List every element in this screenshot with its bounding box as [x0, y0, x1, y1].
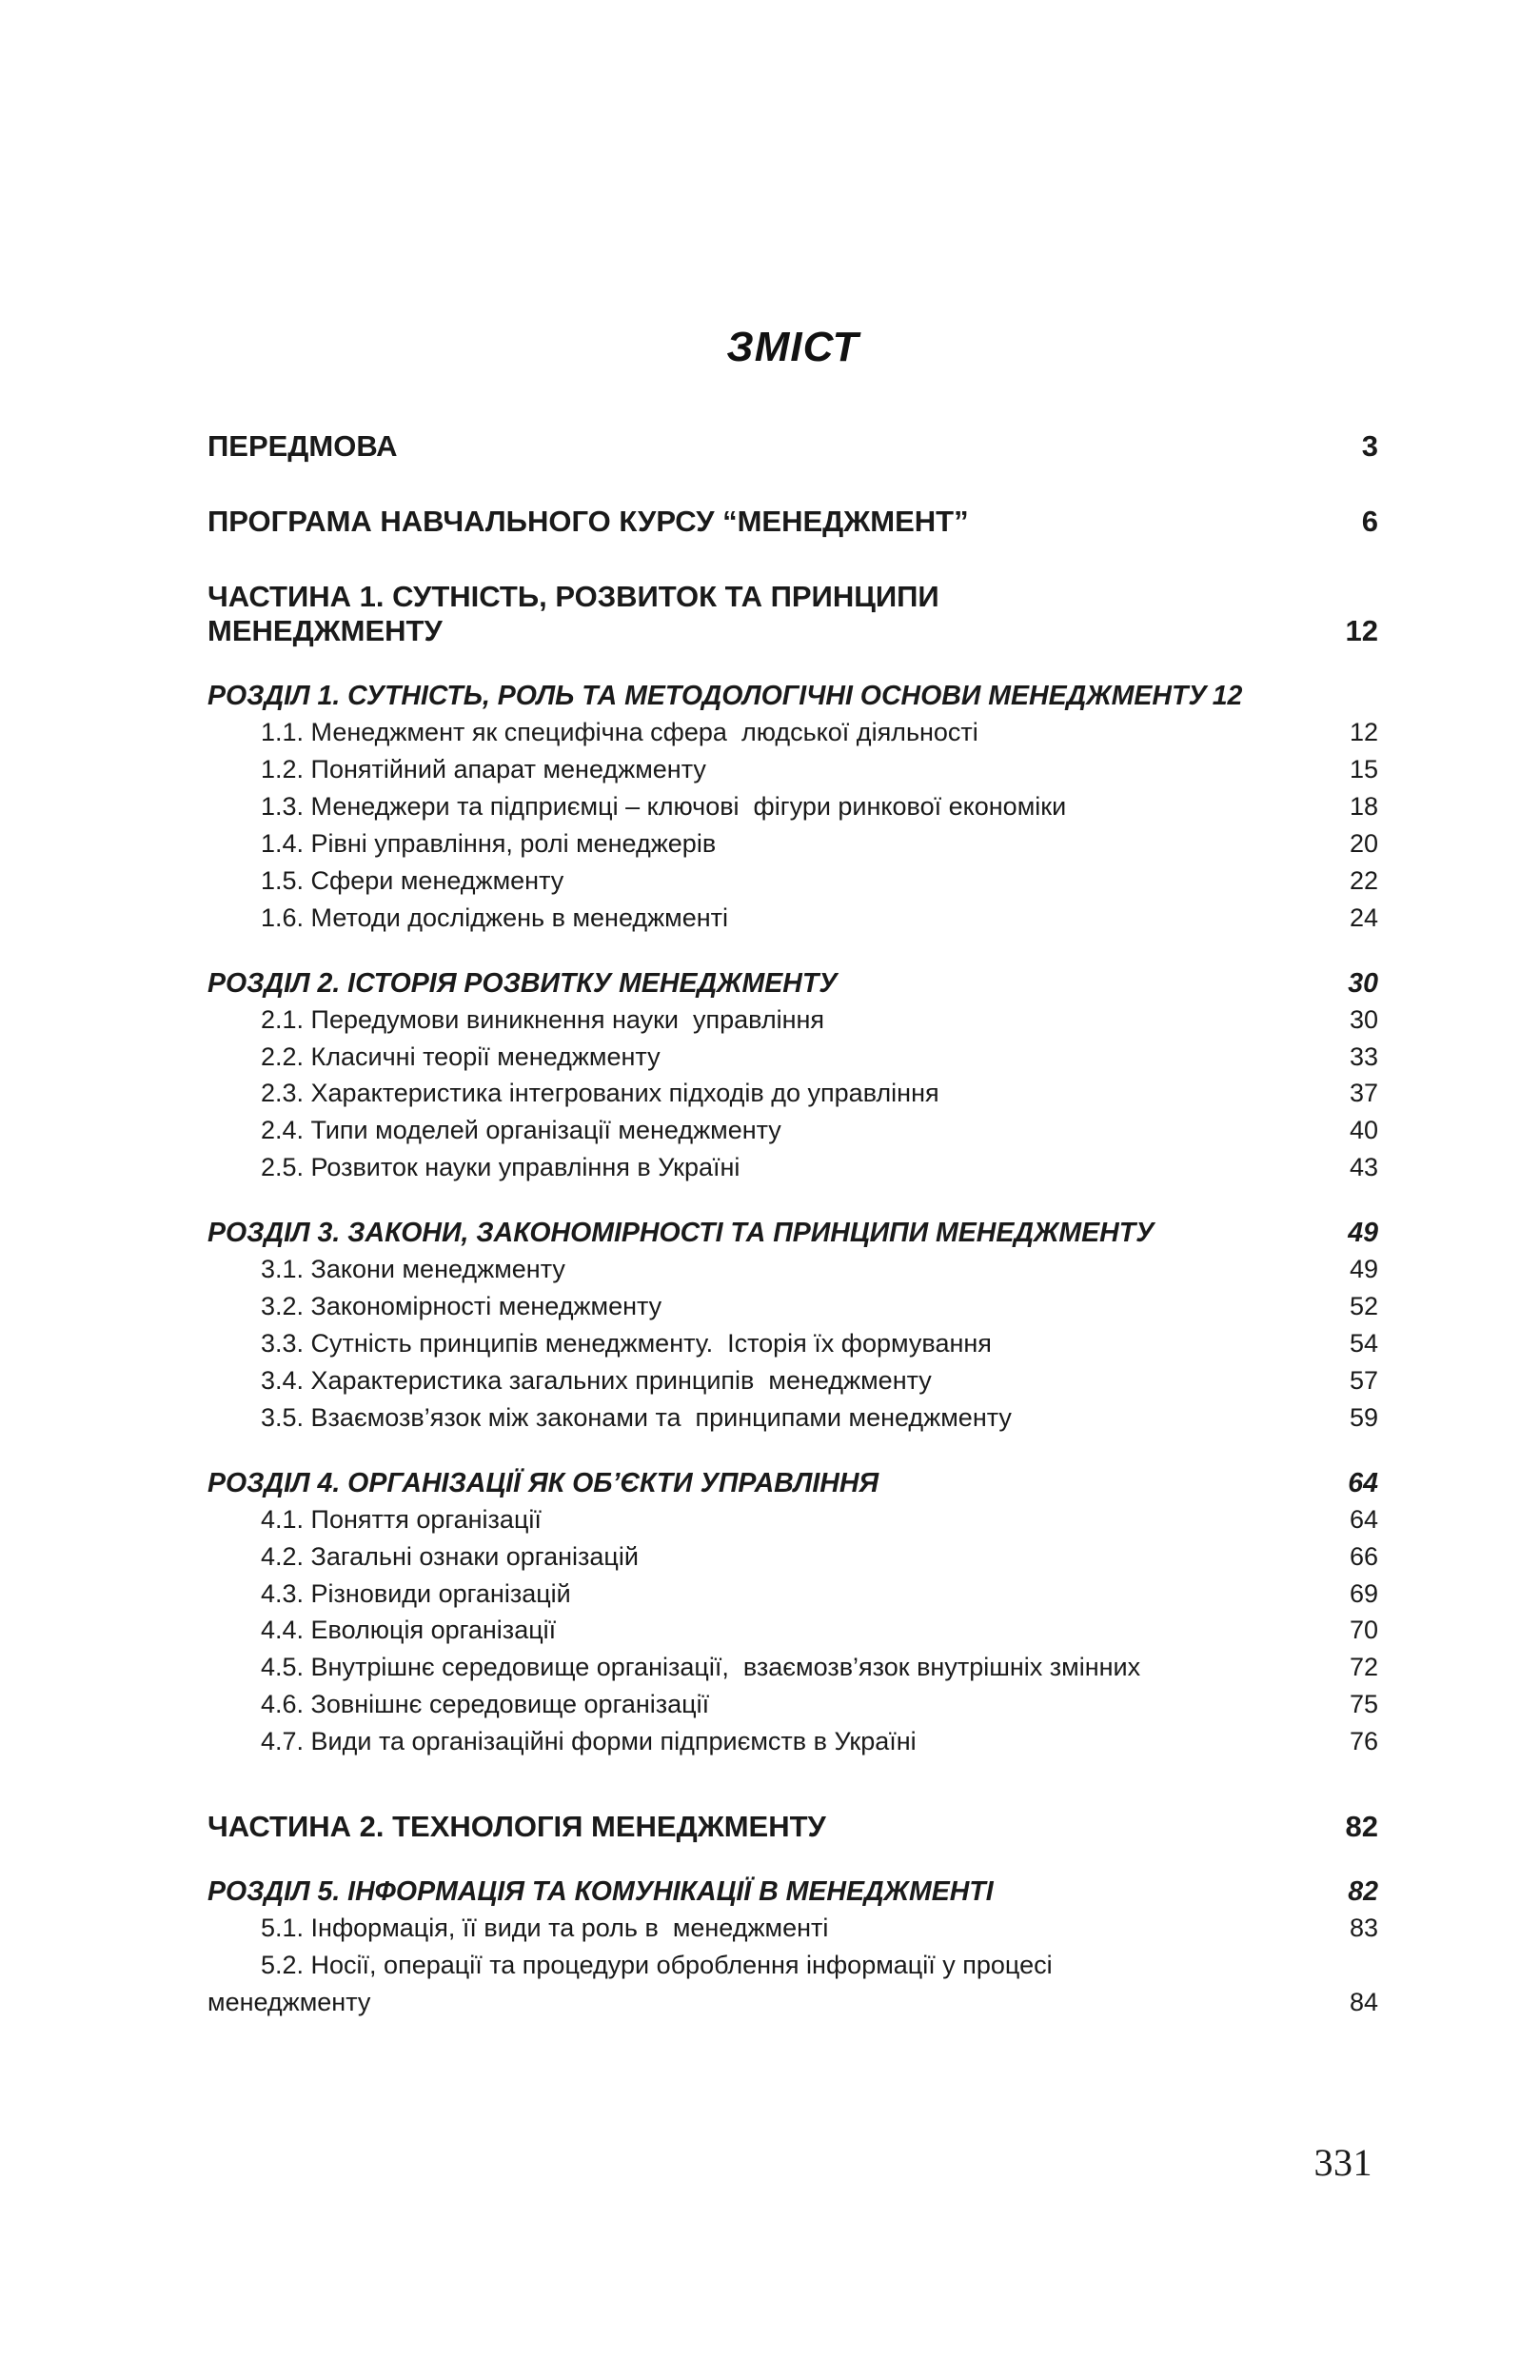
toc-entry-page: 82	[1348, 1876, 1378, 1908]
toc-entry-chapter-3[interactable]	[207, 1217, 1378, 1249]
toc-entry-chapter-1[interactable]	[207, 680, 1378, 712]
toc-entry-page: 49	[1349, 1255, 1378, 1284]
toc-entry-label: 4.5. Внутрішнє середовище організації, взаємозв’язок внутрішніх змінних	[261, 1653, 1141, 1682]
toc-entry-5-2-continued[interactable]	[207, 1984, 1378, 2021]
toc-entry-part-1[interactable]	[207, 580, 1378, 647]
folio-page-number: 331	[1313, 2141, 1372, 2184]
toc-entry-page: 66	[1349, 1541, 1378, 1571]
toc-entry-page: 59	[1349, 1402, 1378, 1432]
toc-entry-label: РОЗДІЛ 5. ІНФОРМАЦІЯ ТА КОМУНІКАЦІЇ В МЕНЕДЖМЕНТІ	[207, 1876, 994, 1908]
toc-entry-4-1[interactable]	[207, 1501, 1378, 1538]
toc-entry-label: 4.7. Види та організаційні форми підприємств в Україні	[261, 1727, 917, 1756]
toc-entry-page: 22	[1349, 865, 1378, 895]
toc-entry-3-5[interactable]	[207, 1399, 1378, 1437]
section-gap	[207, 1760, 1378, 1810]
toc-entry-label: ПЕРЕДМОВА	[207, 429, 398, 463]
toc-entry-label: 2.5. Розвиток науки управління в Україні	[261, 1153, 740, 1182]
toc-entry-3-2[interactable]	[207, 1288, 1378, 1325]
toc-entry-page: 57	[1349, 1365, 1378, 1395]
toc-entry-4-7[interactable]	[207, 1723, 1378, 1760]
toc-entry-label: РОЗДІЛ 2. ІСТОРІЯ РОЗВИТКУ МЕНЕДЖМЕНТУ	[207, 967, 838, 999]
toc-content	[207, 324, 1378, 2021]
toc-entry-1-5[interactable]	[207, 863, 1378, 900]
toc-entry-label: 2.2. Класичні теорії менеджменту	[261, 1041, 661, 1071]
toc-entry-page: 52	[1349, 1292, 1378, 1321]
toc-entry-part-2[interactable]	[207, 1810, 1378, 1843]
toc-entry-label: 4.1. Поняття організації	[261, 1504, 542, 1534]
toc-entry-label: 4.3. Різновиди організацій	[261, 1578, 571, 1608]
toc-entry-chapter-5[interactable]	[207, 1875, 1378, 1908]
toc-entry-label: РОЗДІЛ 4. ОРГАНІЗАЦІЇ ЯК ОБ’ЄКТИ УПРАВЛІННЯ	[207, 1467, 879, 1498]
toc-entry-page: 76	[1349, 1727, 1378, 1756]
toc-entry-label-line-2: менеджменту	[207, 1988, 371, 2017]
toc-entry-label: 2.3. Характеристика інтегрованих підходів до управління	[261, 1079, 939, 1108]
toc-entry-page: 6	[1361, 504, 1378, 538]
toc-entry-3-4[interactable]	[207, 1362, 1378, 1399]
toc-entry-4-3[interactable]	[207, 1576, 1378, 1613]
toc-entry-page: 43	[1349, 1153, 1378, 1182]
toc-entry-page: 37	[1349, 1079, 1378, 1108]
toc-entry-label: 1.1. Менеджмент як специфічна сфера людської діяльності	[261, 718, 978, 747]
toc-entry-page: 72	[1349, 1653, 1378, 1682]
toc-entry-label: 1.3. Менеджери та підприємці – ключові фігури ринкової економіки	[261, 792, 1067, 822]
toc-entry-5-2[interactable]	[207, 1947, 1378, 1984]
toc-entry-label: 3.5. Взаємозв’язок між законами та принципами менеджменту	[261, 1402, 1012, 1432]
toc-entry-page: 70	[1349, 1616, 1378, 1645]
toc-entry-page: 69	[1349, 1578, 1378, 1608]
toc-entry-label: 1.2. Понятійний апарат менеджменту	[261, 755, 706, 784]
toc-entry-label: 3.1. Закони менеджменту	[261, 1255, 565, 1284]
toc-entry-preface[interactable]	[207, 430, 1378, 464]
toc-part-line-2: МЕНЕДЖМЕНТУ	[207, 613, 443, 647]
toc-entry-page: 82	[1345, 1809, 1378, 1843]
toc-entry-3-1[interactable]	[207, 1251, 1378, 1288]
toc-part-line-1: ЧАСТИНА 2. ТЕХНОЛОГІЯ МЕНЕДЖМЕНТУ	[207, 1809, 826, 1843]
toc-entry-page: 12	[1212, 681, 1243, 712]
toc-entry-label: 1.5. Сфери менеджменту	[261, 865, 564, 895]
toc-entry-1-2[interactable]	[207, 751, 1378, 788]
toc-entry-label: РОЗДІЛ 1. СУТНІСТЬ, РОЛЬ ТА МЕТОДОЛОГІЧНІ ОСНОВИ МЕНЕДЖМЕНТУ	[207, 681, 1207, 712]
toc-entry-2-4[interactable]	[207, 1112, 1378, 1149]
toc-entry-2-1[interactable]	[207, 1002, 1378, 1039]
toc-entry-page: 49	[1348, 1218, 1378, 1249]
toc-entry-label: 2.4. Типи моделей організації менеджменту	[261, 1116, 781, 1145]
toc-entry-page: 15	[1349, 755, 1378, 784]
toc-entry-label: 3.3. Сутність принципів менеджменту. Історія їх формування	[261, 1329, 992, 1359]
toc-entry-label: 1.4. Рівні управління, ролі менеджерів	[261, 828, 717, 858]
toc-entry-page: 83	[1349, 1914, 1378, 1943]
toc-entry-page: 24	[1349, 902, 1378, 932]
toc-entry-label: ПРОГРАМА НАВЧАЛЬНОГО КУРСУ “МЕНЕДЖМЕНТ”	[207, 504, 969, 538]
toc-entry-2-3[interactable]	[207, 1075, 1378, 1112]
toc-entry-label: 4.2. Загальні ознаки організацій	[261, 1541, 639, 1571]
toc-entry-3-3[interactable]	[207, 1325, 1378, 1362]
toc-entry-page: 84	[1349, 1988, 1378, 2017]
toc-entry-4-2[interactable]	[207, 1538, 1378, 1576]
toc-part-line-1: ЧАСТИНА 1. СУТНІСТЬ, РОЗВИТОК ТА ПРИНЦИПИ	[207, 580, 939, 614]
toc-entry-page: 54	[1349, 1329, 1378, 1359]
toc-entry-label: 3.4. Характеристика загальних принципів менеджменту	[261, 1365, 932, 1395]
toc-entry-chapter-2[interactable]	[207, 967, 1378, 1000]
toc-entry-page: 3	[1361, 429, 1378, 463]
toc-entry-1-4[interactable]	[207, 825, 1378, 863]
toc-entry-program[interactable]	[207, 506, 1378, 539]
toc-entry-page: 30	[1349, 1004, 1378, 1034]
toc-entry-page: 18	[1349, 792, 1378, 822]
toc-entry-1-6[interactable]	[207, 900, 1378, 937]
toc-entry-2-2[interactable]	[207, 1039, 1378, 1076]
toc-entry-5-1[interactable]	[207, 1910, 1378, 1947]
toc-entry-1-1[interactable]	[207, 714, 1378, 751]
toc-entry-page: 12	[1345, 613, 1378, 647]
toc-entry-label: 4.6. Зовнішнє середовище організації	[261, 1690, 710, 1719]
toc-entry-label: 2.1. Передумови виникнення науки управління	[261, 1004, 825, 1034]
toc-entry-page: 30	[1348, 967, 1378, 999]
toc-entry-page: 20	[1349, 828, 1378, 858]
toc-entry-page: 75	[1349, 1690, 1378, 1719]
toc-entry-label: РОЗДІЛ 3. ЗАКОНИ, ЗАКОНОМІРНОСТІ ТА ПРИНЦИПИ МЕНЕДЖМЕНТУ	[207, 1218, 1155, 1249]
toc-entry-2-5[interactable]	[207, 1149, 1378, 1186]
toc-entry-page: 33	[1349, 1041, 1378, 1071]
toc-entry-label: 4.4. Еволюція організації	[261, 1616, 557, 1645]
toc-entry-4-5[interactable]	[207, 1649, 1378, 1686]
toc-entry-4-4[interactable]	[207, 1612, 1378, 1649]
toc-entry-label: 5.1. Інформація, її види та роль в менеджменті	[261, 1914, 829, 1943]
toc-entry-chapter-4[interactable]	[207, 1467, 1378, 1499]
toc-entry-1-3[interactable]	[207, 788, 1378, 825]
toc-entry-label: 1.6. Методи досліджень в менеджменті	[261, 902, 729, 932]
toc-entry-label-line-1: 5.2. Носії, операції та процедури оброблення інформації у процесі	[261, 1951, 1053, 1980]
toc-entry-4-6[interactable]	[207, 1686, 1378, 1723]
toc-entry-page: 64	[1349, 1504, 1378, 1534]
toc-entry-label: 3.2. Закономірності менеджменту	[261, 1292, 662, 1321]
toc-entry-page: 12	[1349, 718, 1378, 747]
toc-entry-page: 40	[1349, 1116, 1378, 1145]
page-title: ЗМІСТ	[726, 324, 859, 370]
toc-entry-page: 64	[1348, 1467, 1378, 1498]
